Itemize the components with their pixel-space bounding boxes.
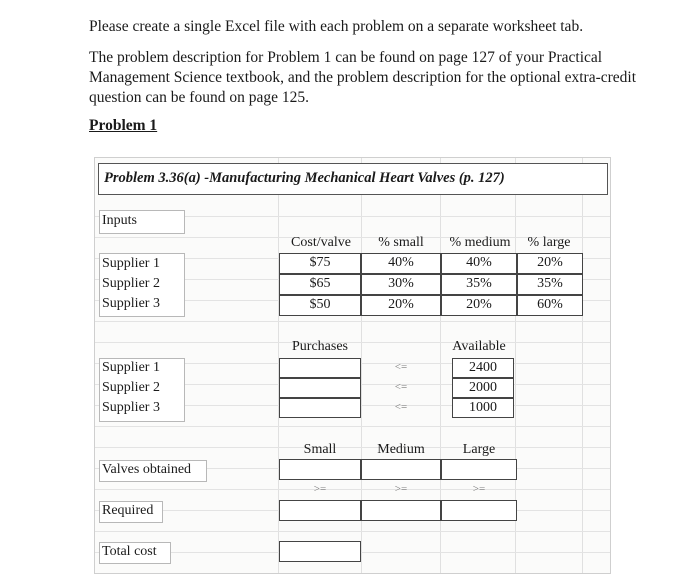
- inputs-label: Inputs: [102, 213, 137, 228]
- size-header-large: Large: [462, 442, 496, 457]
- input-cell: [279, 295, 361, 316]
- input-cell: [361, 295, 441, 316]
- large-pct: 35%: [537, 276, 563, 291]
- valves-obtained-cell[interactable]: [361, 459, 441, 480]
- input-cell: [279, 274, 361, 295]
- constraint-sign: >=: [313, 483, 327, 495]
- required-cell[interactable]: [361, 500, 441, 521]
- supplier-label: Supplier 2: [102, 380, 160, 395]
- medium-pct: 20%: [466, 297, 492, 312]
- supplier-label: Supplier 1: [102, 360, 160, 375]
- medium-pct: 35%: [466, 276, 492, 291]
- sheet-title-box: [98, 163, 608, 195]
- col-header-large: % large: [527, 235, 571, 250]
- cost-value: $65: [309, 276, 331, 291]
- constraint-sign: <=: [394, 401, 408, 413]
- purchase-cell[interactable]: [279, 378, 361, 398]
- spreadsheet-image: [94, 157, 611, 574]
- purchases-header: Purchases: [292, 339, 348, 354]
- available-header: Available: [452, 339, 506, 354]
- sheet-title: Problem 3.36(a) -Manufacturing Mechanical Heart Valves (p. 127): [104, 170, 505, 186]
- size-header-small: Small: [303, 442, 337, 457]
- total-cost-label: Total cost: [102, 544, 157, 559]
- medium-pct: 40%: [466, 255, 492, 270]
- supplier-label: Supplier 2: [102, 276, 160, 291]
- cost-value: $50: [309, 297, 331, 312]
- problem-description: The problem description for Problem 1 can be found on page 127 of your Practical Management Science textbook, and the problem description for the optional extra-credit question can be found on page 125.: [89, 49, 637, 106]
- supplier-label: Supplier 1: [102, 256, 160, 271]
- large-pct: 20%: [537, 255, 563, 270]
- total-cost-cell[interactable]: [279, 541, 361, 562]
- input-cell: [279, 253, 361, 274]
- instruction-line: Please create a single Excel file with each problem on a separate worksheet tab.: [89, 18, 584, 35]
- valves-obtained-cell[interactable]: [279, 459, 361, 480]
- available-cell: [452, 378, 514, 398]
- input-cell: [441, 274, 517, 295]
- available-value: 2000: [469, 380, 497, 395]
- input-cell: [441, 253, 517, 274]
- col-header-cost: Cost/valve: [291, 235, 351, 250]
- valves-obtained-label: Valves obtained: [102, 462, 192, 477]
- col-header-medium: % medium: [449, 235, 511, 250]
- constraint-sign: >=: [472, 483, 486, 495]
- large-pct: 60%: [537, 297, 563, 312]
- available-cell: [452, 358, 514, 378]
- input-cell: [517, 295, 583, 316]
- small-pct: 20%: [388, 297, 414, 312]
- small-pct: 40%: [388, 255, 414, 270]
- required-cell[interactable]: [441, 500, 517, 521]
- input-cell: [361, 274, 441, 295]
- col-header-small: % small: [378, 235, 424, 250]
- constraint-sign: <=: [394, 361, 408, 373]
- input-cell: [361, 253, 441, 274]
- problem-heading: Problem 1: [89, 117, 158, 134]
- constraint-sign: >=: [394, 483, 408, 495]
- available-cell: [452, 398, 514, 418]
- purchase-cell[interactable]: [279, 358, 361, 378]
- input-cell: [517, 253, 583, 274]
- required-cell[interactable]: [279, 500, 361, 521]
- available-value: 1000: [469, 400, 497, 415]
- small-pct: 30%: [388, 276, 414, 291]
- size-header-medium: Medium: [377, 442, 425, 457]
- required-label: Required: [102, 503, 154, 518]
- input-cell: [441, 295, 517, 316]
- supplier-label: Supplier 3: [102, 296, 160, 311]
- cost-value: $75: [309, 255, 331, 270]
- constraint-sign: <=: [394, 381, 408, 393]
- supplier-label: Supplier 3: [102, 400, 160, 415]
- available-value: 2400: [469, 360, 497, 375]
- input-cell: [517, 274, 583, 295]
- valves-obtained-cell[interactable]: [441, 459, 517, 480]
- purchase-cell[interactable]: [279, 398, 361, 418]
